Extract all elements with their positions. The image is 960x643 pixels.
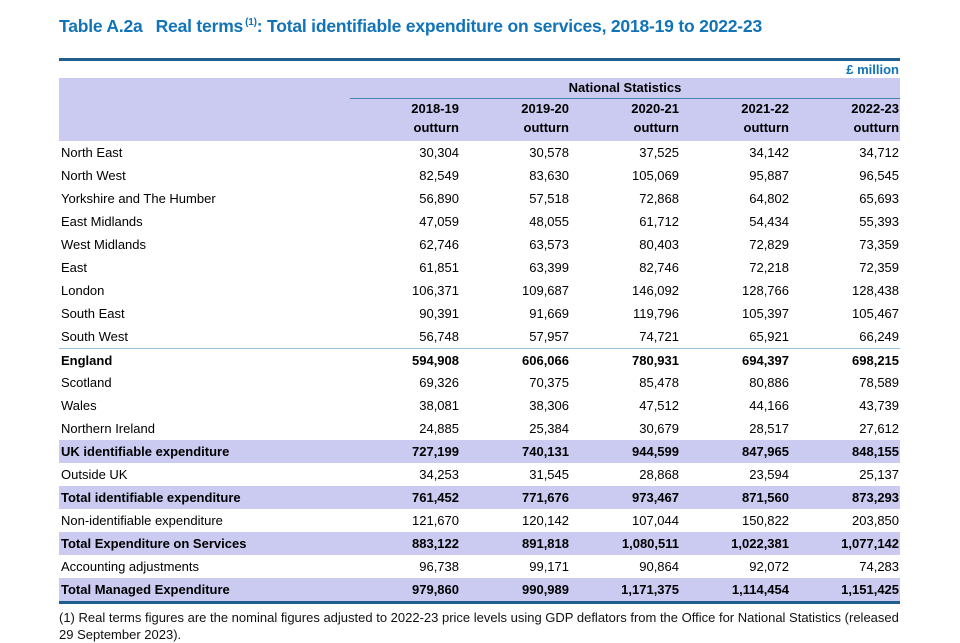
cell-value: 883,122 [350, 532, 460, 555]
row-label: Non-identifiable expenditure [61, 513, 223, 529]
column-header [680, 99, 790, 142]
row-label: Accounting adjustments [61, 559, 200, 575]
row-label: Scotland [61, 375, 112, 391]
group-header: National Statistics [350, 78, 900, 99]
cell-value: 72,218 [749, 260, 789, 276]
bottom-rule [59, 601, 900, 604]
cell-value: 82,746 [639, 260, 679, 276]
table-row [59, 233, 900, 256]
cell-value: 23,594 [749, 467, 789, 483]
table-row [59, 394, 900, 417]
cell-value: 1,151,425 [790, 578, 900, 601]
cell-value: 63,399 [529, 260, 569, 276]
table-row [59, 302, 900, 325]
cell-value: 57,518 [529, 191, 569, 207]
cell-value: 1,077,142 [790, 532, 900, 555]
cell-value: 56,890 [419, 191, 459, 207]
table-row [59, 210, 900, 233]
cell-value: 61,712 [639, 214, 679, 230]
title-post-sup: : Total identifiable expenditure on services, 2018-19 to 2022-23 [256, 15, 762, 36]
table-header [59, 78, 900, 142]
cell-value: 80,886 [749, 375, 789, 391]
cell-value: 64,802 [749, 191, 789, 207]
cell-value: 761,452 [350, 486, 460, 509]
cell-value: 96,545 [859, 168, 900, 184]
column-type: outturn [743, 120, 789, 136]
cell-value: 92,072 [749, 559, 789, 575]
page-title [59, 12, 900, 37]
table-row [59, 187, 900, 210]
column-type: outturn [523, 120, 569, 136]
cell-value: 38,081 [419, 398, 459, 414]
cell-value: 55,393 [859, 214, 900, 230]
row-label: Total Managed Expenditure [59, 578, 350, 601]
cell-value: 48,055 [529, 214, 569, 230]
cell-value: 25,137 [859, 467, 900, 483]
cell-value: 694,397 [680, 348, 790, 371]
cell-value: 69,326 [419, 375, 459, 391]
cell-value: 1,171,375 [570, 578, 680, 601]
column-year: 2018-19 [411, 101, 459, 117]
column-header [350, 99, 460, 142]
cell-value: 128,766 [742, 283, 789, 299]
cell-value: 990,989 [460, 578, 570, 601]
footnote: (1) Real terms figures are the nominal figures adjusted to 2022-23 price levels using GDP deflators from the Office for National Statistics (released 29 September 2023). [59, 610, 899, 643]
cell-value: 740,131 [460, 440, 570, 463]
cell-value: 606,066 [460, 348, 570, 371]
row-label: South East [61, 306, 125, 322]
cell-value: 85,478 [639, 375, 679, 391]
cell-value: 34,253 [419, 467, 459, 483]
table-row [59, 164, 900, 187]
cell-value: 44,166 [749, 398, 789, 414]
column-header [570, 99, 680, 142]
cell-value: 848,155 [790, 440, 900, 463]
cell-value: 128,438 [852, 283, 900, 299]
cell-value: 594,908 [350, 348, 460, 371]
cell-value: 34,712 [859, 145, 900, 161]
column-type: outturn [853, 120, 900, 136]
cell-value: 47,059 [419, 214, 459, 230]
row-label: London [61, 283, 105, 299]
unit-label: £ million [846, 61, 899, 77]
cell-value: 698,215 [790, 348, 900, 371]
cell-value: 727,199 [350, 440, 460, 463]
table-row [59, 325, 900, 348]
cell-value: 90,391 [419, 306, 459, 322]
column-header [460, 99, 570, 142]
cell-value: 65,693 [859, 191, 900, 207]
cell-value: 56,748 [419, 329, 459, 345]
table-row [59, 578, 900, 601]
table-number: Table A.2a [59, 15, 143, 36]
cell-value: 871,560 [680, 486, 790, 509]
row-label: England [59, 348, 350, 371]
cell-value: 63,573 [529, 237, 569, 253]
row-label: Wales [61, 398, 97, 414]
cell-value: 1,114,454 [680, 578, 790, 601]
cell-value: 121,670 [412, 513, 459, 529]
table-row [59, 555, 900, 578]
table-content [59, 0, 900, 643]
column-header-row [59, 99, 900, 142]
table-row [59, 486, 900, 509]
cell-value: 78,589 [859, 375, 900, 391]
table-row [59, 141, 900, 164]
cell-value: 72,359 [859, 260, 900, 276]
cell-value: 31,545 [529, 467, 569, 483]
cell-value: 61,851 [419, 260, 459, 276]
title-pre-sup: Real terms [155, 15, 244, 36]
cell-value: 65,921 [749, 329, 789, 345]
column-year: 2020-21 [631, 101, 679, 117]
cell-value: 847,965 [680, 440, 790, 463]
cell-value: 83,630 [529, 168, 569, 184]
table-row [59, 463, 900, 486]
row-label: Northern Ireland [61, 421, 155, 437]
cell-value: 25,384 [529, 421, 569, 437]
cell-value: 979,860 [350, 578, 460, 601]
row-label: South West [61, 329, 128, 345]
table-row [59, 440, 900, 463]
row-label: East [61, 260, 88, 276]
cell-value: 74,283 [859, 559, 900, 575]
row-label: Total identifiable expenditure [59, 486, 350, 509]
row-label: Outside UK [61, 467, 128, 483]
cell-value: 771,676 [460, 486, 570, 509]
cell-value: 80,403 [639, 237, 679, 253]
cell-value: 37,525 [639, 145, 679, 161]
expenditure-table [59, 78, 900, 602]
cell-value: 107,044 [632, 513, 679, 529]
cell-value: 873,293 [790, 486, 900, 509]
cell-value: 99,171 [529, 559, 569, 575]
column-year: 2019-20 [521, 101, 569, 117]
column-type: outturn [413, 120, 459, 136]
row-label: North West [61, 168, 126, 184]
cell-value: 54,434 [749, 214, 789, 230]
table-row [59, 532, 900, 555]
cell-value: 90,864 [639, 559, 679, 575]
cell-value: 74,721 [639, 329, 679, 345]
cell-value: 780,931 [570, 348, 680, 371]
cell-value: 105,467 [852, 306, 900, 322]
row-label: East Midlands [61, 214, 143, 230]
cell-value: 73,359 [859, 237, 900, 253]
cell-value: 66,249 [859, 329, 900, 345]
row-label: Total Expenditure on Services [59, 532, 350, 555]
cell-value: 82,549 [419, 168, 459, 184]
cell-value: 944,599 [570, 440, 680, 463]
cell-value: 105,069 [632, 168, 679, 184]
cell-value: 38,306 [529, 398, 569, 414]
cell-value: 70,375 [529, 375, 569, 391]
footnote-marker: (1) [245, 17, 257, 28]
cell-value: 203,850 [852, 513, 900, 529]
column-type: outturn [633, 120, 679, 136]
cell-value: 95,887 [749, 168, 789, 184]
header-label-cell [59, 99, 350, 142]
cell-value: 106,371 [412, 283, 459, 299]
group-header-row [59, 78, 900, 99]
cell-value: 43,739 [859, 398, 900, 414]
cell-value: 146,092 [632, 283, 679, 299]
cell-value: 150,822 [742, 513, 789, 529]
row-label: West Midlands [61, 237, 147, 253]
cell-value: 1,022,381 [680, 532, 790, 555]
cell-value: 34,142 [749, 145, 789, 161]
table-row [59, 417, 900, 440]
row-label: Yorkshire and The Humber [61, 191, 216, 207]
cell-value: 109,687 [522, 283, 569, 299]
cell-value: 891,818 [460, 532, 570, 555]
cell-value: 28,868 [639, 467, 679, 483]
cell-value: 30,578 [529, 145, 569, 161]
cell-value: 30,304 [419, 145, 459, 161]
cell-value: 72,868 [639, 191, 679, 207]
row-label: North East [61, 145, 123, 161]
cell-value: 57,957 [529, 329, 569, 345]
cell-value: 96,738 [419, 559, 459, 575]
table-row [59, 348, 900, 371]
column-year: 2022-23 [851, 101, 900, 117]
cell-value: 72,829 [749, 237, 789, 253]
cell-value: 105,397 [742, 306, 789, 322]
cell-value: 30,679 [639, 421, 679, 437]
cell-value: 24,885 [419, 421, 459, 437]
column-year: 2021-22 [741, 101, 789, 117]
cell-value: 119,796 [632, 306, 679, 322]
cell-value: 1,080,511 [570, 532, 680, 555]
table-body [59, 141, 900, 601]
table-row [59, 279, 900, 302]
cell-value: 62,746 [419, 237, 459, 253]
table-row [59, 256, 900, 279]
cell-value: 91,669 [529, 306, 569, 322]
column-header [790, 99, 900, 142]
cell-value: 973,467 [570, 486, 680, 509]
cell-value: 28,517 [749, 421, 789, 437]
table-row [59, 371, 900, 394]
table-row [59, 509, 900, 532]
cell-value: 47,512 [639, 398, 679, 414]
cell-value: 27,612 [859, 421, 900, 437]
cell-value: 120,142 [522, 513, 569, 529]
header-corner-cell [59, 78, 350, 99]
row-label: UK identifiable expenditure [59, 440, 350, 463]
